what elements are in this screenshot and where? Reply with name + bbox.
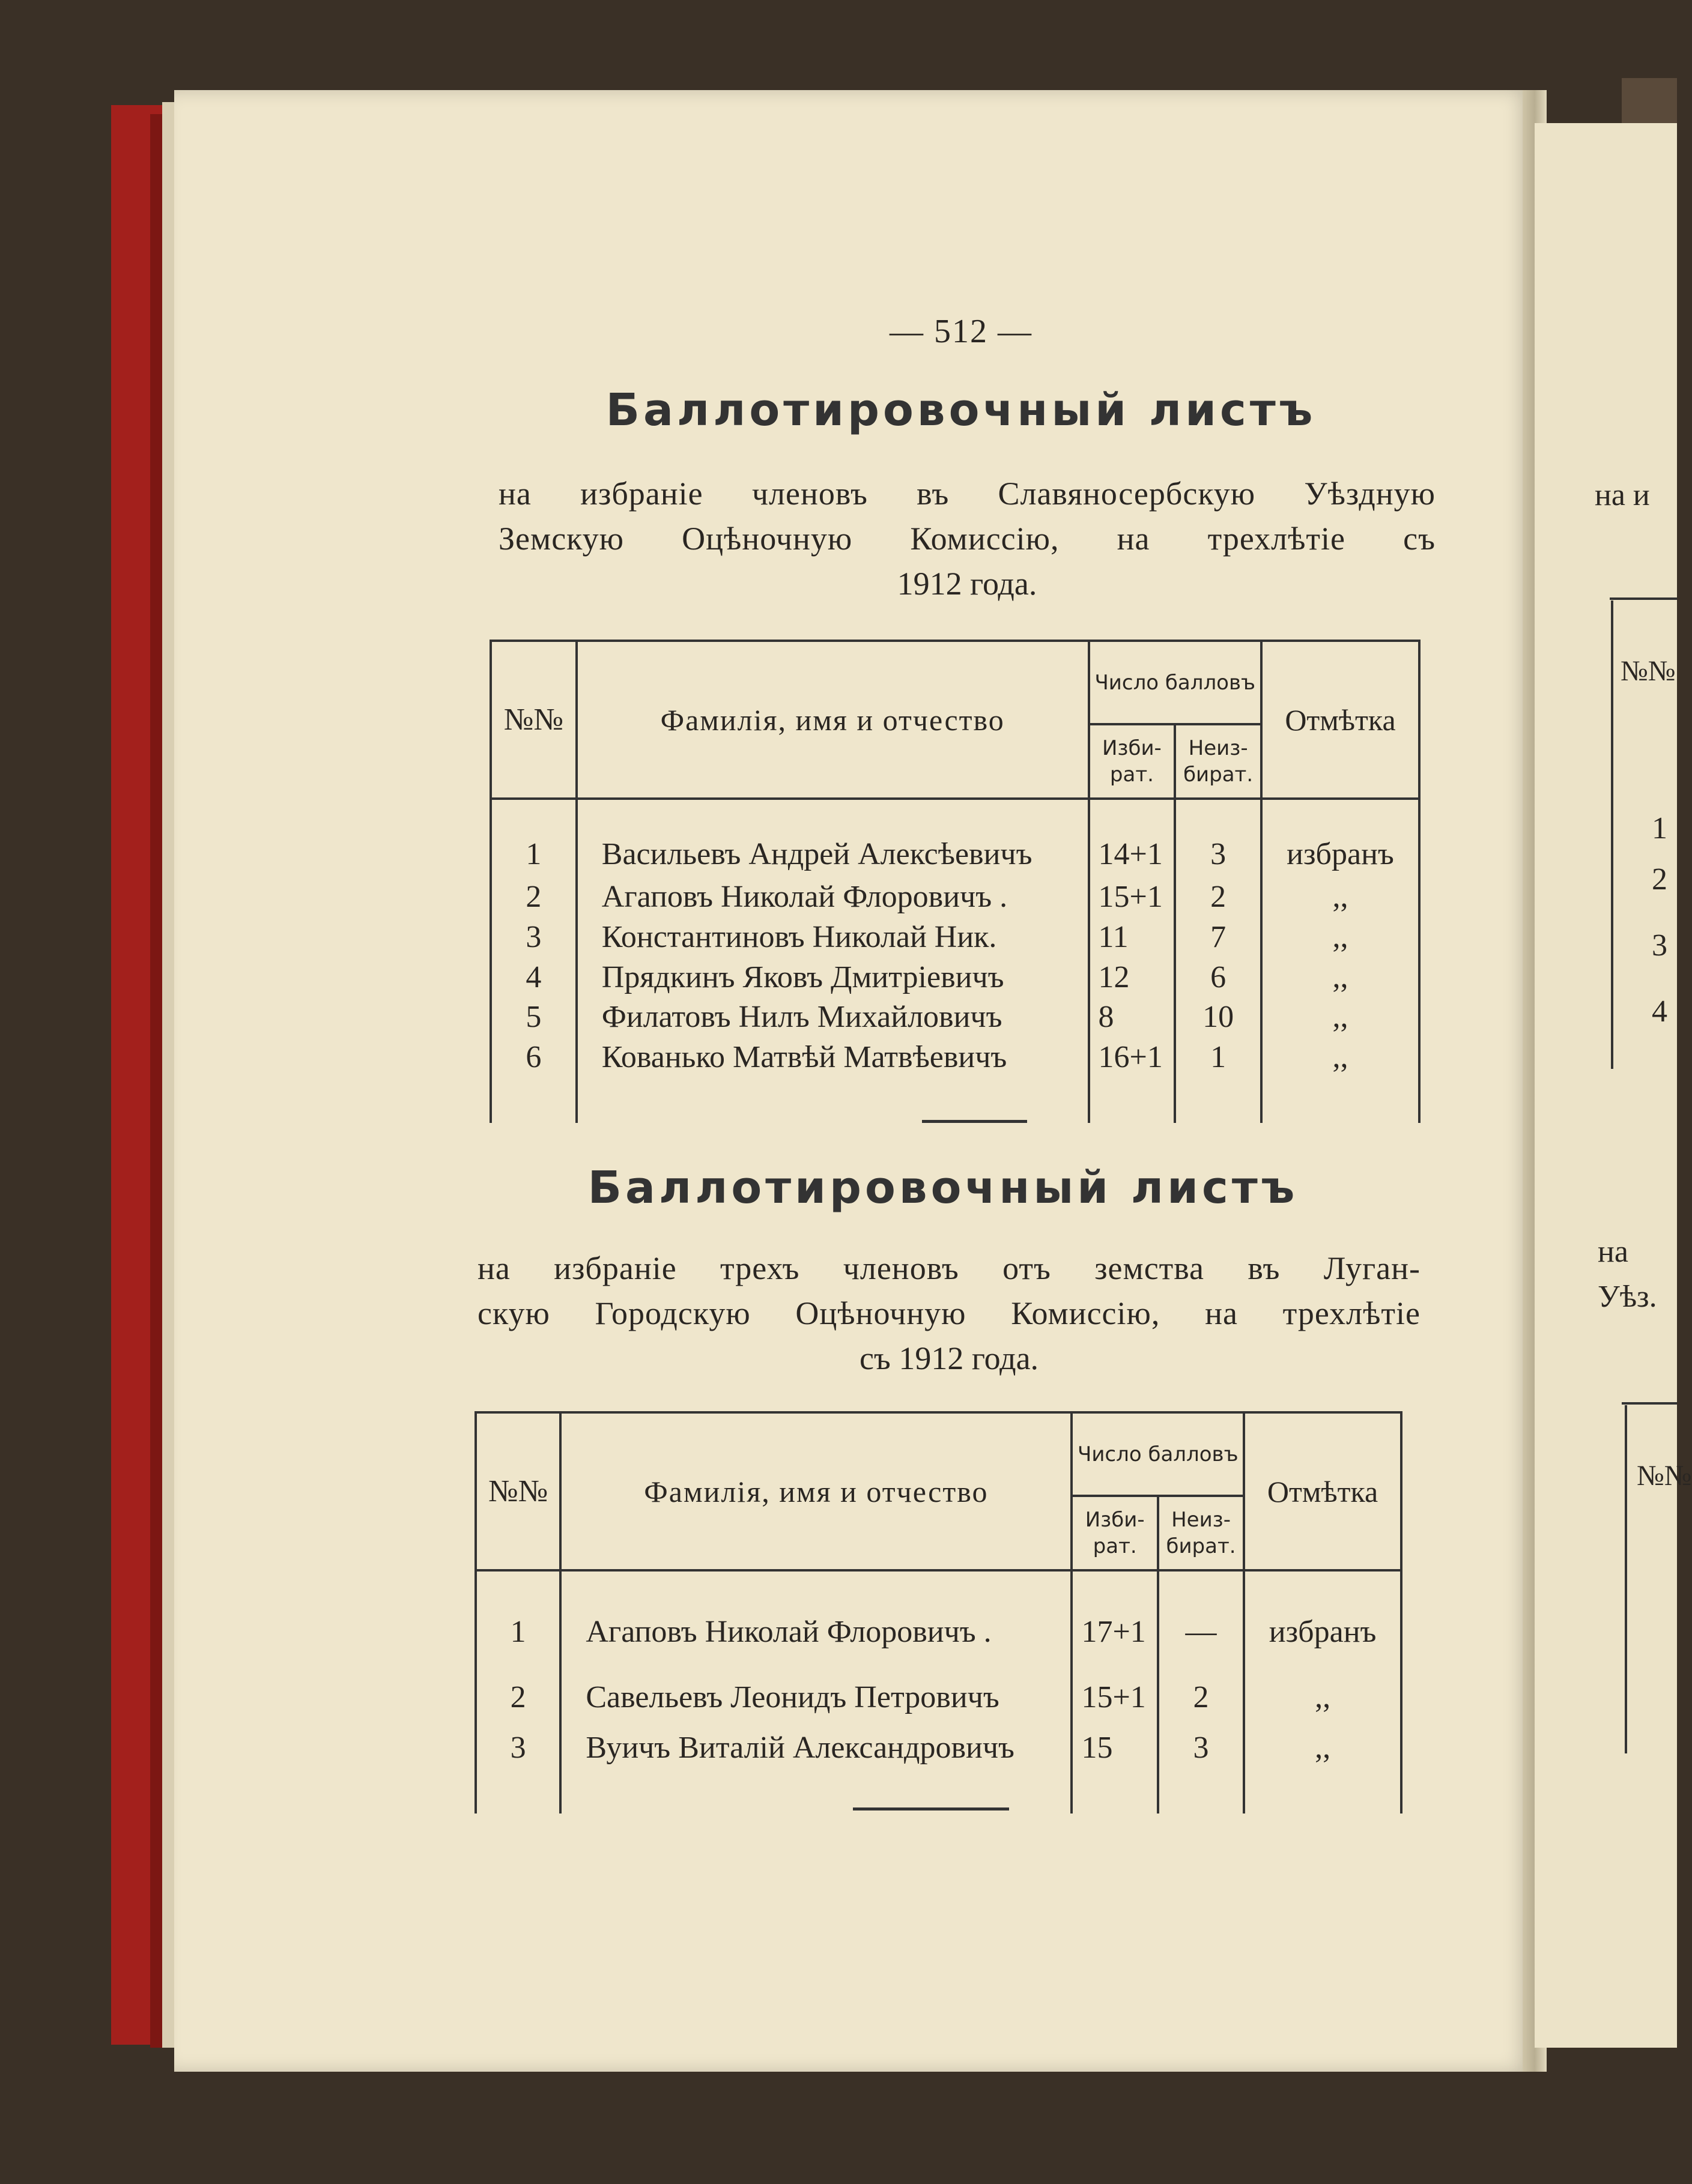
table-row (491, 919, 1419, 959)
row-votes-against: 6 (1175, 959, 1261, 999)
col-for-header: Изби- рат. (1089, 724, 1175, 799)
col-mark-header: Отмѣтка (1244, 1412, 1401, 1570)
row-name: Вуичъ Виталій Александровичъ (560, 1729, 1072, 1813)
col-name-header: Фамилія, имя и отчество (560, 1412, 1072, 1570)
row-number: 4 (491, 959, 577, 999)
right-page-col-no-2: №№ (1637, 1460, 1692, 1492)
right-page-row-1: 1 (1652, 811, 1667, 845)
row-mark: ,, (1261, 919, 1419, 959)
row-number: 5 (491, 999, 577, 1039)
row-votes-for: 14+1 (1089, 799, 1175, 879)
row-votes-for: 15 (1072, 1729, 1157, 1813)
row-number: 6 (491, 1039, 577, 1123)
right-page (1535, 123, 1677, 2048)
row-votes-for: 12 (1089, 959, 1175, 999)
table-row (491, 959, 1419, 999)
col-number-header: №№ (491, 641, 577, 799)
right-page-table-border (1611, 600, 1613, 1069)
section-1-heading: Баллотировочный листъ (605, 384, 1317, 436)
row-votes-for: 16+1 (1089, 1039, 1175, 1123)
section-1-intro-last: 1912 года. (897, 566, 1037, 602)
row-votes-against: 3 (1175, 799, 1261, 879)
section-2-heading: Баллотировочный листъ (587, 1162, 1299, 1214)
table-row (491, 879, 1419, 919)
row-name: Васильевъ Андрей Алексѣевичъ (577, 799, 1089, 879)
table-row (476, 1729, 1401, 1813)
section-1-intro-line-2: Земскую Оцѣночную Комиссію, на трехлѣтіе съ (499, 521, 1436, 557)
row-name: Филатовъ Нилъ Михайловичъ (577, 999, 1089, 1039)
row-name: Агаповъ Николай Флоровичъ . (577, 879, 1089, 919)
section-2-intro-line-2: скую Городскую Оцѣночную Комиссію, на трехлѣтіе (478, 1295, 1421, 1331)
row-mark: ,, (1261, 999, 1419, 1039)
row-votes-against: 2 (1175, 879, 1261, 919)
row-name: Агаповъ Николай Флоровичъ . (560, 1570, 1072, 1679)
row-number: 2 (491, 879, 577, 919)
right-page-row-2: 2 (1652, 862, 1667, 897)
row-mark: ,, (1261, 959, 1419, 999)
row-name: Прядкинъ Яковъ Дмитріевичъ (577, 959, 1089, 999)
row-votes-against: 7 (1175, 919, 1261, 959)
section-2-intro-last: съ 1912 года. (859, 1340, 1039, 1376)
row-votes-against: 1 (1175, 1039, 1261, 1123)
row-mark: ,, (1244, 1679, 1401, 1729)
row-mark: ,, (1261, 1039, 1419, 1123)
page-number: — 512 — (890, 313, 1032, 350)
row-mark: ,, (1261, 879, 1419, 919)
right-page-text-3: Уѣз. (1598, 1280, 1657, 1314)
row-votes-for: 17+1 (1072, 1570, 1157, 1679)
row-votes-for: 15+1 (1089, 879, 1175, 919)
row-votes-for: 15+1 (1072, 1679, 1157, 1729)
right-page-text-1: на и (1595, 478, 1650, 512)
row-mark: избранъ (1244, 1570, 1401, 1679)
ballot-table-2 (475, 1411, 1402, 1813)
right-page-row-4: 4 (1652, 994, 1667, 1029)
col-votes-group-header: Число балловъ (1089, 641, 1261, 724)
row-number: 1 (491, 799, 577, 879)
table-row (491, 999, 1419, 1039)
row-number: 1 (476, 1570, 560, 1679)
right-page-table2-rule (1622, 1402, 1677, 1405)
right-page-text-2: на (1598, 1235, 1628, 1269)
table-row (476, 1679, 1401, 1729)
row-name: Константиновъ Николай Ник. (577, 919, 1089, 959)
section-2-intro-line-1: на избраніе трехъ членовъ отъ земства въ Луган- (478, 1250, 1421, 1286)
col-number-header: №№ (476, 1412, 560, 1570)
row-number: 3 (476, 1729, 560, 1813)
col-name-header: Фамилія, имя и отчество (577, 641, 1089, 799)
row-votes-for: 8 (1089, 999, 1175, 1039)
section-1-intro-line-1: на избраніе членовъ въ Славяносербскую Уѣздную (499, 476, 1436, 512)
col-against-header: Неиз- бират. (1175, 724, 1261, 799)
end-divider (853, 1807, 1009, 1810)
row-number: 3 (491, 919, 577, 959)
col-votes-group-header: Число балловъ (1072, 1412, 1244, 1496)
row-number: 2 (476, 1679, 560, 1729)
right-page-table2-border (1625, 1405, 1627, 1753)
row-mark: избранъ (1261, 799, 1419, 879)
right-page-row-3: 3 (1652, 928, 1667, 963)
ballot-table-1 (490, 640, 1421, 1123)
col-for-header: Изби- рат. (1072, 1496, 1157, 1570)
right-page-table-rule (1610, 597, 1677, 600)
row-votes-against: — (1158, 1570, 1244, 1679)
row-votes-for: 11 (1089, 919, 1175, 959)
col-mark-header: Отмѣтка (1261, 641, 1419, 799)
col-against-header: Неиз- бират. (1158, 1496, 1244, 1570)
table-row (476, 1570, 1401, 1679)
row-votes-against: 3 (1158, 1729, 1244, 1813)
row-votes-against: 10 (1175, 999, 1261, 1039)
right-page-col-no: №№ (1621, 655, 1676, 687)
table-row (491, 799, 1419, 879)
row-name: Кованько Матвѣй Матвѣевичъ (577, 1039, 1089, 1123)
row-votes-against: 2 (1158, 1679, 1244, 1729)
row-name: Савельевъ Леонидъ Петровичъ (560, 1679, 1072, 1729)
section-divider (922, 1120, 1027, 1123)
table-row (491, 1039, 1419, 1123)
row-mark: ,, (1244, 1729, 1401, 1813)
